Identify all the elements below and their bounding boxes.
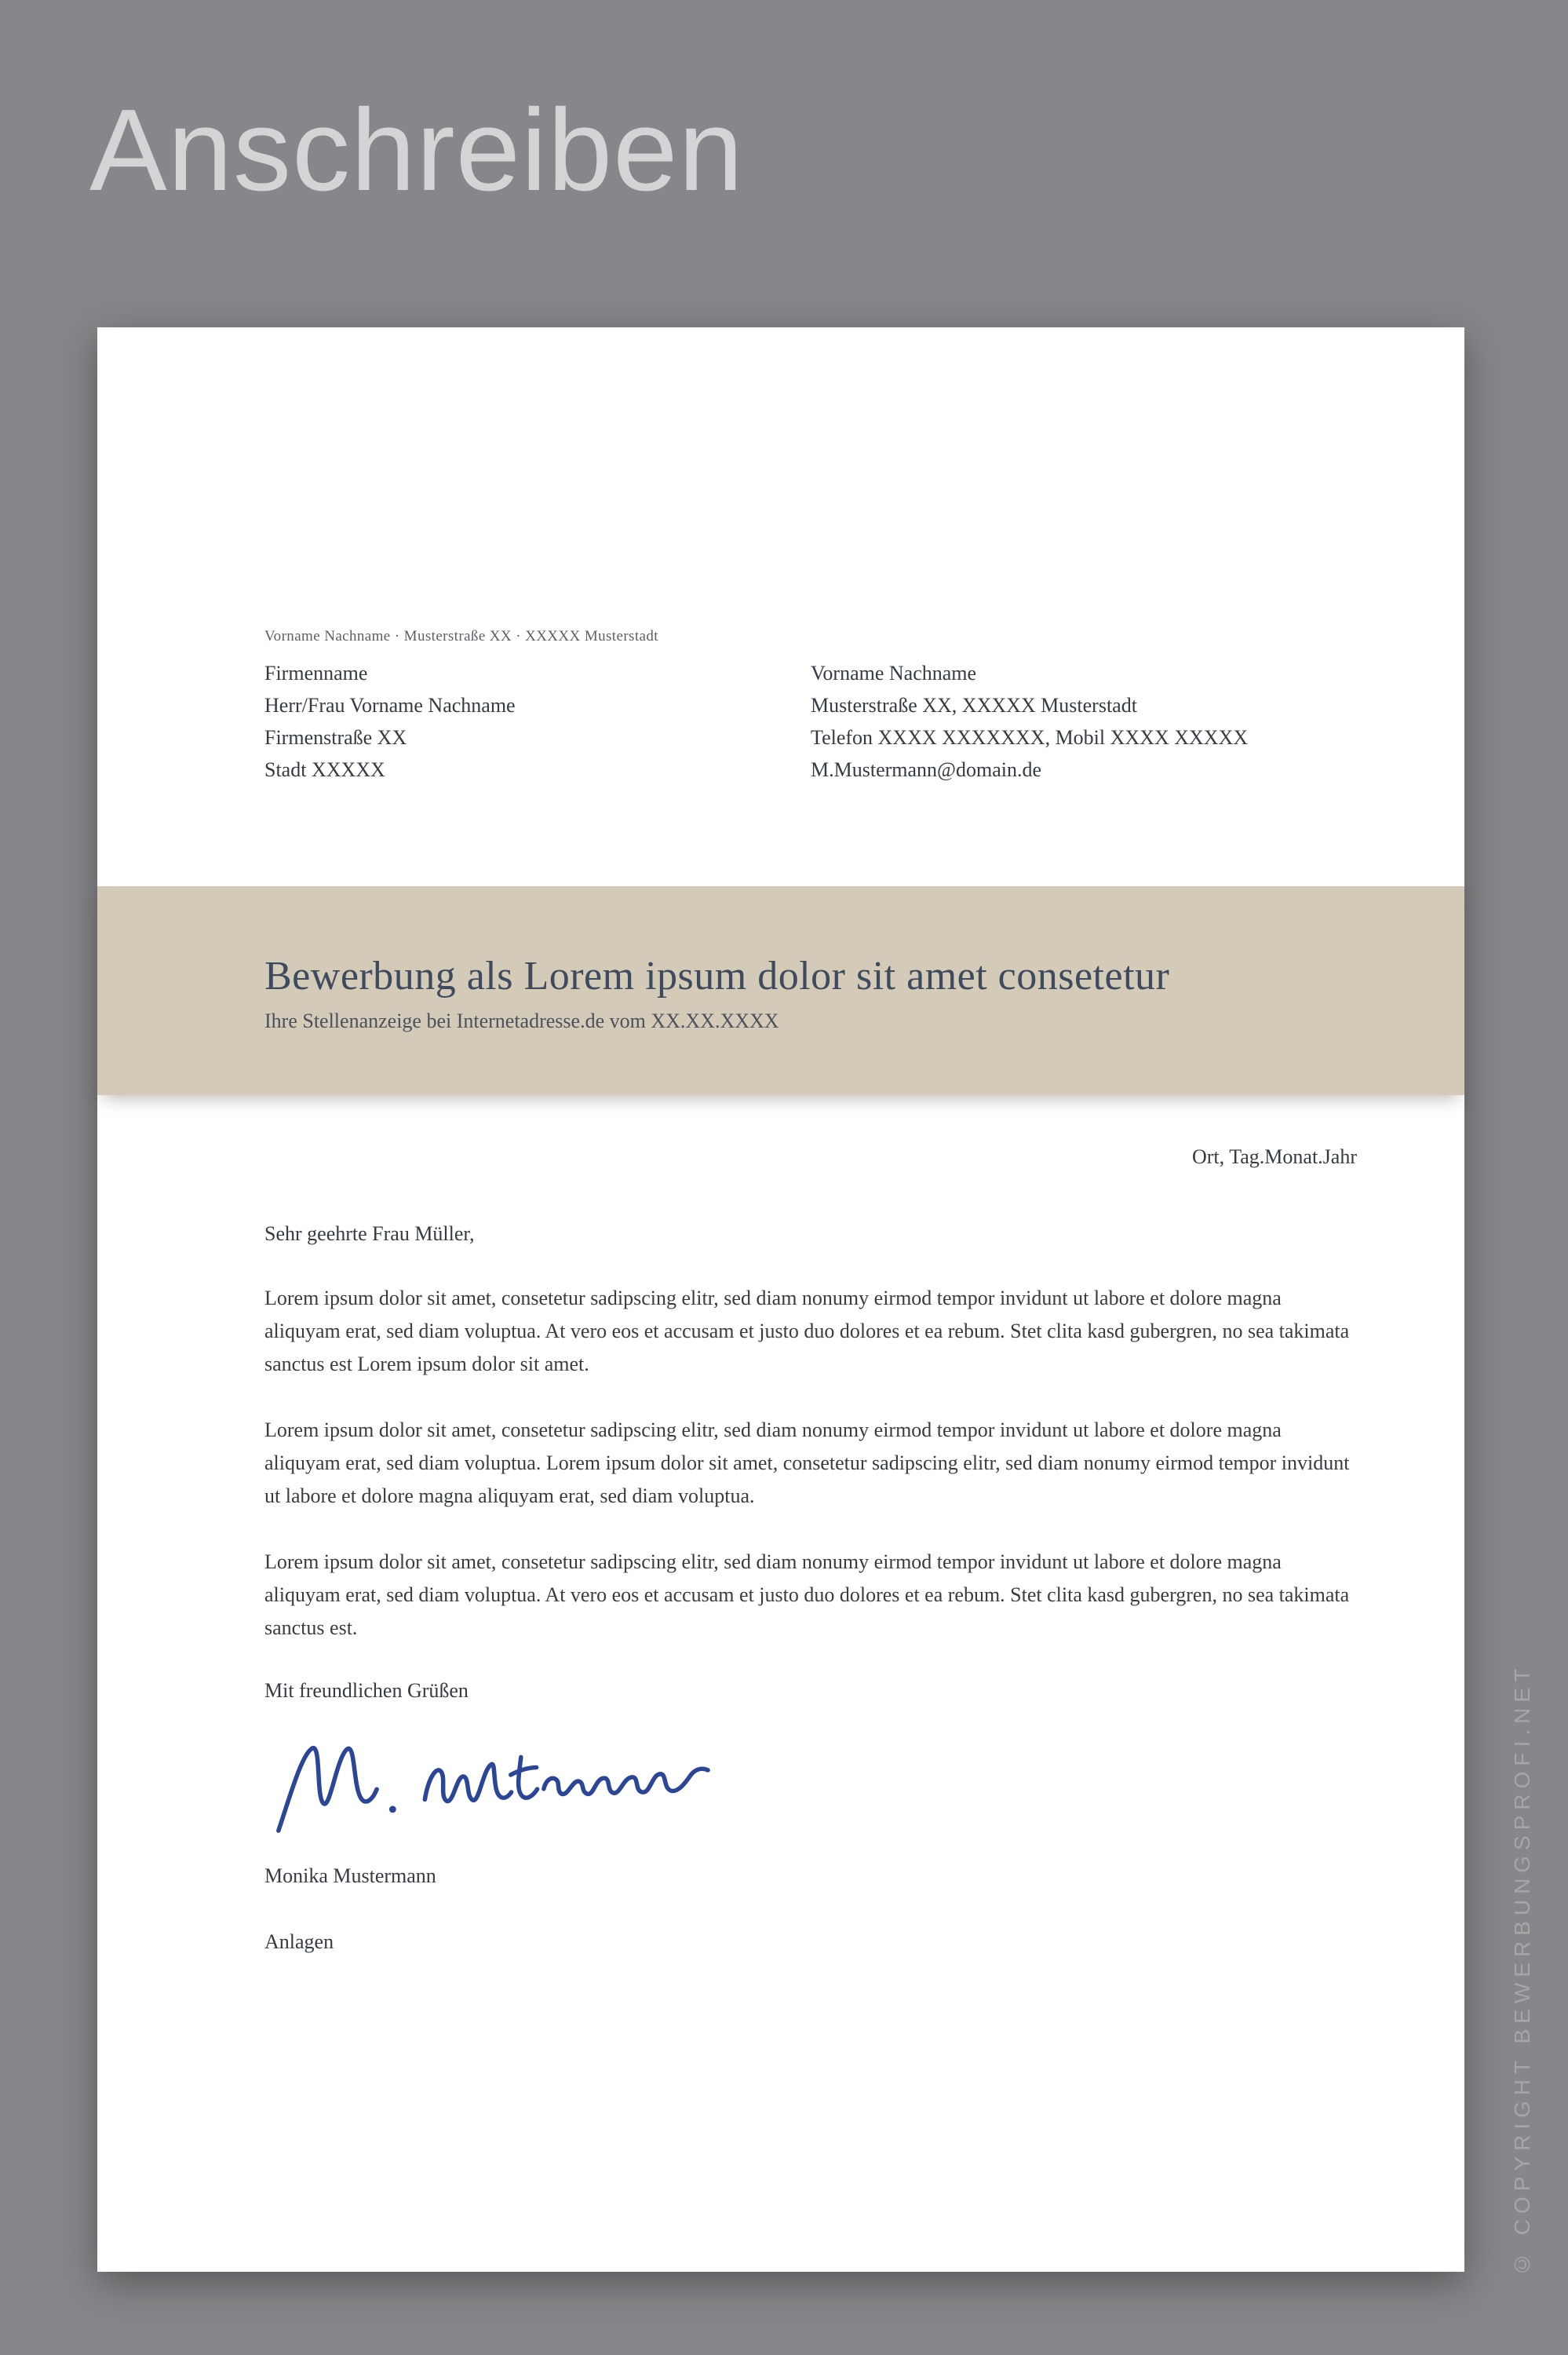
recipient-line: Firmenstraße XX (264, 726, 407, 749)
closing-phrase: Mit freundlichen Grüßen (264, 1679, 469, 1702)
sender-phone: Telefon XXXX XXXXXXX, Mobil XXXX XXXXX (811, 726, 1249, 749)
body-paragraph-3: Lorem ipsum dolor sit amet, consetetur sadipscing elitr, sed diam nonumy eirmod tempor invidunt ut labore et dolore magna aliquyam erat, sed diam voluptua. At vero eos et accusam et justo duo dolores et ea rebum. Stet clita kasd gubergren, no sea takimata sanctus est. (264, 1550, 1350, 1639)
subject-subline: Ihre Stellenanzeige bei Internetadresse.de vom XX.XX.XXXX (264, 1010, 779, 1033)
body-paragraph-2: Lorem ipsum dolor sit amet, consetetur sadipscing elitr, sed diam nonumy eirmod tempor invidunt ut labore et dolore magna aliquyam erat, sed diam voluptua. Lorem ipsum dolor sit amet, consetetur sadipscing elitr, sed diam nonumy eirmod tempor invidunt ut labore et dolore magna aliquyam erat, sed diam voluptua. (264, 1418, 1350, 1507)
sender-street: Musterstraße XX, XXXXX Musterstadt (811, 694, 1137, 717)
sender-email: M.Mustermann@domain.de (811, 758, 1042, 781)
sender-name: Vorname Nachname (811, 662, 977, 685)
handwritten-signature (266, 1723, 721, 1841)
signature-ink-strokes (264, 1715, 724, 1849)
recipient-line: Stadt XXXXX (264, 758, 385, 781)
sender-contact-block (811, 657, 1248, 786)
page-title: Anschreiben (89, 86, 744, 215)
copyright-watermark: © COPYRIGHT BEWERBUNGSPROFI.NET (1510, 1663, 1534, 2276)
subject-band (97, 886, 1464, 1095)
signer-name: Monika Mustermann (264, 1864, 436, 1887)
return-address-line: Vorname Nachname · Musterstraße XX · XXXXX Musterstadt (264, 628, 658, 644)
recipient-line: Herr/Frau Vorname Nachname (264, 694, 516, 717)
recipient-line: Firmenname (264, 662, 368, 685)
enclosures-label: Anlagen (264, 1930, 334, 1953)
recipient-address-block (264, 657, 516, 786)
date-line: Ort, Tag.Monat.Jahr (1192, 1145, 1357, 1168)
body-paragraph-1: Lorem ipsum dolor sit amet, consetetur sadipscing elitr, sed diam nonumy eirmod tempor invidunt ut labore et dolore magna aliquyam erat, sed diam voluptua. At vero eos et accusam et justo duo dolores et ea rebum. Stet clita kasd gubergren, no sea takimata sanctus est Lorem ipsum dolor sit amet. (264, 1287, 1350, 1375)
subject-headline: Bewerbung als Lorem ipsum dolor sit amet consetetur (264, 954, 1170, 999)
letter-sheet (97, 327, 1464, 2272)
salutation: Sehr geehrte Frau Müller, (264, 1222, 475, 1245)
